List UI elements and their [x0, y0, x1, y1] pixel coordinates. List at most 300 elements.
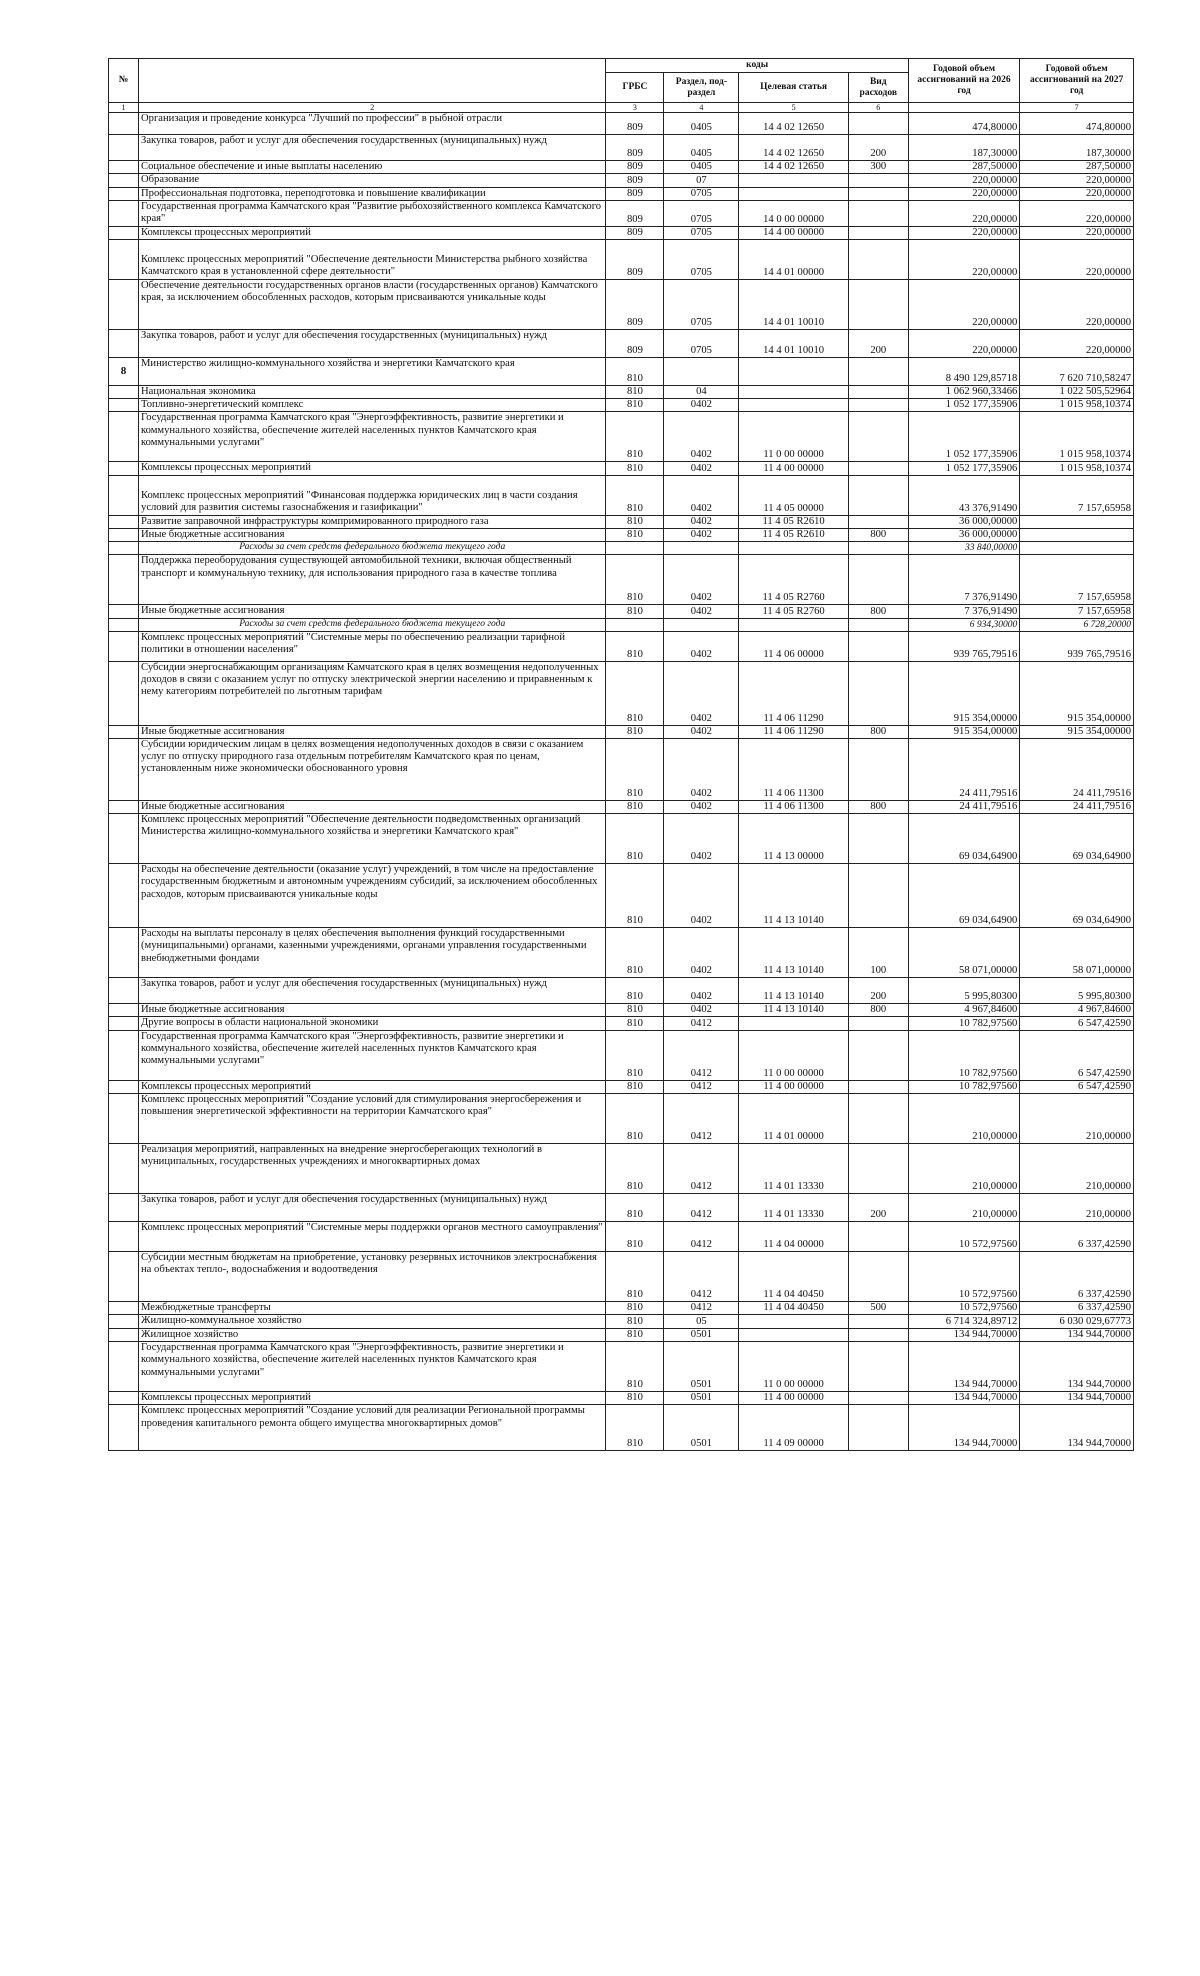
row-number — [109, 226, 139, 239]
row-celevaya — [739, 1017, 848, 1030]
row-amount-2026: 1 052 177,35906 — [908, 412, 1020, 462]
row-name: Комплекс процессных мероприятий "Системные меры по обеспечению реализации тарифной политики в отношении населения" — [139, 631, 606, 661]
row-celevaya — [739, 618, 848, 631]
row-amount-2027: 7 157,65958 — [1020, 555, 1134, 605]
row-number — [109, 412, 139, 462]
row-celevaya: 11 4 05 00000 — [739, 475, 848, 515]
row-amount-2027: 6 030 029,67773 — [1020, 1315, 1134, 1328]
row-name: Национальная экономика — [139, 385, 606, 398]
row-grbs: 810 — [606, 1391, 664, 1404]
table-row — [109, 329, 1134, 357]
row-razdel: 05 — [664, 1315, 739, 1328]
row-name: Поддержка переоборудования существующей автомобильной техники, включая общественный транспорт и коммунальную технику, для использования природного газа в качестве топлива — [139, 555, 606, 605]
row-celevaya: 11 0 00 00000 — [739, 1341, 848, 1391]
budget-table — [108, 58, 1134, 1451]
row-razdel: 0412 — [664, 1222, 739, 1252]
row-amount-2026: 24 411,79516 — [908, 738, 1020, 800]
row-vid — [848, 1222, 908, 1252]
row-amount-2026: 220,00000 — [908, 226, 1020, 239]
row-amount-2026: 7 376,91490 — [908, 555, 1020, 605]
row-amount-2027: 220,00000 — [1020, 240, 1134, 280]
table-row — [109, 515, 1134, 528]
row-razdel: 0405 — [664, 113, 739, 135]
row-vid — [848, 279, 908, 329]
row-vid — [848, 1017, 908, 1030]
row-vid — [848, 475, 908, 515]
row-amount-2026: 58 071,00000 — [908, 928, 1020, 978]
row-vid — [848, 542, 908, 555]
row-razdel: 0405 — [664, 135, 739, 161]
row-amount-2026: 1 052 177,35906 — [908, 399, 1020, 412]
row-amount-2026: 474,80000 — [908, 113, 1020, 135]
row-celevaya: 11 4 06 00000 — [739, 631, 848, 661]
row-grbs: 809 — [606, 113, 664, 135]
row-razdel: 0402 — [664, 475, 739, 515]
row-amount-2027: 69 034,64900 — [1020, 864, 1134, 928]
row-number — [109, 329, 139, 357]
table-row — [109, 357, 1134, 385]
row-number — [109, 528, 139, 541]
row-number — [109, 631, 139, 661]
row-number — [109, 200, 139, 226]
table-row — [109, 135, 1134, 161]
row-grbs: 810 — [606, 1004, 664, 1017]
row-grbs: 810 — [606, 1252, 664, 1302]
row-amount-2026: 43 376,91490 — [908, 475, 1020, 515]
row-name: Закупка товаров, работ и услуг для обеспечения государственных (муниципальных) нужд — [139, 135, 606, 161]
row-amount-2027: 474,80000 — [1020, 113, 1134, 135]
row-amount-2026: 134 944,70000 — [908, 1341, 1020, 1391]
row-number — [109, 187, 139, 200]
row-number — [109, 515, 139, 528]
row-celevaya — [739, 357, 848, 385]
row-amount-2027: 220,00000 — [1020, 226, 1134, 239]
row-amount-2026: 220,00000 — [908, 240, 1020, 280]
row-vid — [848, 412, 908, 462]
row-number — [109, 240, 139, 280]
row-vid — [848, 174, 908, 187]
row-amount-2026: 220,00000 — [908, 174, 1020, 187]
row-celevaya: 11 4 01 00000 — [739, 1094, 848, 1144]
row-number — [109, 279, 139, 329]
row-name: Комплекс процессных мероприятий "Создание условий для реализации Региональной программы проведения капитального ремонта общего имущества многоквартирных домов" — [139, 1405, 606, 1451]
row-number — [109, 1341, 139, 1391]
row-number — [109, 978, 139, 1004]
table-row — [109, 113, 1134, 135]
header-year-2027: Годовой объем ассигнований на 2027 год — [1020, 59, 1134, 103]
row-vid — [848, 1315, 908, 1328]
row-amount-2026: 220,00000 — [908, 279, 1020, 329]
row-razdel: 0405 — [664, 161, 739, 174]
row-name: Иные бюджетные ассигнования — [139, 528, 606, 541]
header-codes: коды — [606, 59, 908, 73]
row-celevaya: 11 4 04 00000 — [739, 1222, 848, 1252]
table-row — [109, 187, 1134, 200]
row-number — [109, 618, 139, 631]
row-celevaya: 11 4 01 13330 — [739, 1194, 848, 1222]
row-celevaya — [739, 1328, 848, 1341]
table-body — [109, 113, 1134, 1451]
table-row — [109, 475, 1134, 515]
row-vid: 200 — [848, 135, 908, 161]
header-index-2: 2 — [139, 103, 606, 113]
row-amount-2026: 220,00000 — [908, 200, 1020, 226]
row-number — [109, 1004, 139, 1017]
row-vid: 300 — [848, 161, 908, 174]
row-razdel: 0501 — [664, 1341, 739, 1391]
table-row-note — [109, 542, 1134, 555]
header-index-6: 6 — [848, 103, 908, 113]
table-row — [109, 631, 1134, 661]
row-vid — [848, 555, 908, 605]
row-razdel: 0501 — [664, 1328, 739, 1341]
row-vid — [848, 661, 908, 725]
row-amount-2026: 220,00000 — [908, 329, 1020, 357]
row-celevaya: 11 4 00 00000 — [739, 462, 848, 475]
row-razdel — [664, 357, 739, 385]
row-celevaya: 11 4 04 40450 — [739, 1252, 848, 1302]
row-vid — [848, 200, 908, 226]
row-amount-2027: 939 765,79516 — [1020, 631, 1134, 661]
row-celevaya — [739, 399, 848, 412]
row-razdel: 0412 — [664, 1080, 739, 1093]
row-amount-2026: 10 782,97560 — [908, 1017, 1020, 1030]
row-grbs: 810 — [606, 1302, 664, 1315]
row-razdel: 0402 — [664, 864, 739, 928]
row-amount-2026: 287,50000 — [908, 161, 1020, 174]
row-name: Жилищное хозяйство — [139, 1328, 606, 1341]
row-name: Топливно-энергетический комплекс — [139, 399, 606, 412]
row-grbs: 810 — [606, 412, 664, 462]
row-razdel: 0402 — [664, 462, 739, 475]
header-celevaya: Целевая статья — [739, 73, 848, 103]
header-vid: Вид расходов — [848, 73, 908, 103]
row-amount-2027: 6 728,20000 — [1020, 618, 1134, 631]
row-amount-2026: 187,30000 — [908, 135, 1020, 161]
row-grbs: 810 — [606, 399, 664, 412]
row-razdel: 0412 — [664, 1094, 739, 1144]
header-index-5: 5 — [739, 103, 848, 113]
row-amount-2026: 210,00000 — [908, 1094, 1020, 1144]
row-razdel: 0402 — [664, 605, 739, 618]
row-number — [109, 1391, 139, 1404]
row-amount-2027: 220,00000 — [1020, 187, 1134, 200]
row-amount-2027: 220,00000 — [1020, 329, 1134, 357]
row-amount-2026: 5 995,80300 — [908, 978, 1020, 1004]
row-celevaya: 11 4 05 R2760 — [739, 555, 848, 605]
table-row — [109, 928, 1134, 978]
row-grbs: 810 — [606, 1017, 664, 1030]
row-number — [109, 738, 139, 800]
row-grbs: 809 — [606, 174, 664, 187]
row-amount-2026: 1 062 960,33466 — [908, 385, 1020, 398]
table-row — [109, 1222, 1134, 1252]
row-razdel: 0412 — [664, 1194, 739, 1222]
row-razdel: 0705 — [664, 240, 739, 280]
table-row — [109, 1144, 1134, 1194]
row-amount-2027: 134 944,70000 — [1020, 1328, 1134, 1341]
row-razdel: 0402 — [664, 1004, 739, 1017]
row-vid — [848, 1328, 908, 1341]
row-number — [109, 399, 139, 412]
row-razdel: 07 — [664, 174, 739, 187]
table-row — [109, 661, 1134, 725]
table-row — [109, 240, 1134, 280]
row-number — [109, 725, 139, 738]
table-row — [109, 528, 1134, 541]
row-amount-2027: 220,00000 — [1020, 174, 1134, 187]
row-grbs: 809 — [606, 135, 664, 161]
row-vid — [848, 515, 908, 528]
table-row — [109, 1315, 1134, 1328]
row-razdel: 0412 — [664, 1302, 739, 1315]
row-vid — [848, 1391, 908, 1404]
row-razdel: 0412 — [664, 1030, 739, 1080]
row-amount-2026: 36 000,00000 — [908, 528, 1020, 541]
row-amount-2027 — [1020, 528, 1134, 541]
row-grbs: 809 — [606, 279, 664, 329]
row-name: Государственная программа Камчатского края "Энергоэффективность, развитие энергетики и коммунального хозяйства, обеспечение жителей населенных пунктов Камчатского края коммунальными услугами" — [139, 412, 606, 462]
row-vid: 100 — [848, 928, 908, 978]
row-amount-2027: 7 620 710,58247 — [1020, 357, 1134, 385]
row-grbs: 810 — [606, 1080, 664, 1093]
row-celevaya: 11 4 04 40450 — [739, 1302, 848, 1315]
row-number — [109, 135, 139, 161]
row-grbs: 810 — [606, 1315, 664, 1328]
header-year-2026: Годовой объем ассигнований на 2026 год — [908, 59, 1020, 103]
row-number — [109, 1017, 139, 1030]
row-vid — [848, 1094, 908, 1144]
row-amount-2026: 4 967,84600 — [908, 1004, 1020, 1017]
table-row — [109, 1302, 1134, 1315]
table-row — [109, 605, 1134, 618]
row-name: Закупка товаров, работ и услуг для обеспечения государственных (муниципальных) нужд — [139, 978, 606, 1004]
row-razdel: 0501 — [664, 1391, 739, 1404]
row-razdel: 0402 — [664, 661, 739, 725]
row-celevaya: 11 4 05 R2610 — [739, 515, 848, 528]
row-name: Комплексы процессных мероприятий — [139, 226, 606, 239]
row-razdel: 0705 — [664, 329, 739, 357]
row-amount-2027: 1 015 958,10374 — [1020, 412, 1134, 462]
row-grbs: 810 — [606, 1094, 664, 1144]
row-vid: 800 — [848, 605, 908, 618]
row-name: Межбюджетные трансферты — [139, 1302, 606, 1315]
table-row — [109, 399, 1134, 412]
row-celevaya: 11 4 13 10140 — [739, 928, 848, 978]
row-grbs: 810 — [606, 1030, 664, 1080]
row-grbs: 810 — [606, 1328, 664, 1341]
table-row — [109, 1094, 1134, 1144]
row-celevaya: 11 4 09 00000 — [739, 1405, 848, 1451]
row-razdel: 0402 — [664, 814, 739, 864]
row-name: Государственная программа Камчатского края "Развитие рыбохозяйственного комплекса Камчатского края" — [139, 200, 606, 226]
row-vid — [848, 385, 908, 398]
row-grbs: 810 — [606, 1144, 664, 1194]
table-row — [109, 738, 1134, 800]
row-amount-2027: 220,00000 — [1020, 200, 1134, 226]
row-amount-2027: 7 157,65958 — [1020, 605, 1134, 618]
row-vid — [848, 357, 908, 385]
table-row — [109, 725, 1134, 738]
row-number — [109, 1405, 139, 1451]
header-no: № — [109, 59, 139, 103]
row-name: Жилищно-коммунальное хозяйство — [139, 1315, 606, 1328]
row-amount-2026: 210,00000 — [908, 1144, 1020, 1194]
row-amount-2026: 220,00000 — [908, 187, 1020, 200]
row-vid — [848, 814, 908, 864]
row-grbs: 809 — [606, 226, 664, 239]
row-number — [109, 1252, 139, 1302]
row-amount-2027: 24 411,79516 — [1020, 738, 1134, 800]
row-name: Комплекс процессных мероприятий "Создание условий для стимулирования энергосбережения и повышения энергетической эффективности на территории Камчатского края" — [139, 1094, 606, 1144]
row-razdel: 0402 — [664, 528, 739, 541]
header-razdel: Раздел, под-раздел — [664, 73, 739, 103]
row-celevaya: 14 4 02 12650 — [739, 161, 848, 174]
row-amount-2027: 6 547,42590 — [1020, 1030, 1134, 1080]
row-amount-2026: 210,00000 — [908, 1194, 1020, 1222]
row-number — [109, 113, 139, 135]
row-amount-2027: 69 034,64900 — [1020, 814, 1134, 864]
row-vid — [848, 618, 908, 631]
header-index-3: 3 — [606, 103, 664, 113]
row-amount-2027: 210,00000 — [1020, 1144, 1134, 1194]
table-row — [109, 814, 1134, 864]
row-name: Организация и проведение конкурса "Лучший по профессии" в рыбной отрасли — [139, 113, 606, 135]
row-amount-2026: 10 782,97560 — [908, 1030, 1020, 1080]
row-amount-2027 — [1020, 542, 1134, 555]
row-amount-2027: 6 547,42590 — [1020, 1080, 1134, 1093]
row-amount-2026: 134 944,70000 — [908, 1391, 1020, 1404]
row-vid — [848, 1080, 908, 1093]
row-razdel: 0402 — [664, 399, 739, 412]
table-row — [109, 174, 1134, 187]
table-row — [109, 1004, 1134, 1017]
row-grbs: 810 — [606, 1405, 664, 1451]
row-number — [109, 1315, 139, 1328]
row-celevaya: 11 4 00 00000 — [739, 1391, 848, 1404]
row-name: Иные бюджетные ассигнования — [139, 1004, 606, 1017]
row-amount-2027: 6 547,42590 — [1020, 1017, 1134, 1030]
row-amount-2027: 220,00000 — [1020, 279, 1134, 329]
table-row — [109, 555, 1134, 605]
row-grbs: 810 — [606, 462, 664, 475]
row-vid: 200 — [848, 978, 908, 1004]
row-name: Закупка товаров, работ и услуг для обеспечения государственных (муниципальных) нужд — [139, 329, 606, 357]
row-amount-2026: 24 411,79516 — [908, 800, 1020, 813]
row-vid — [848, 864, 908, 928]
row-grbs — [606, 542, 664, 555]
row-name: Комплекс процессных мероприятий "Обеспечение деятельности Министерства рыбного хозяйства Камчатского края в установленной сфере деятельности" — [139, 240, 606, 280]
row-celevaya — [739, 542, 848, 555]
row-celevaya: 11 4 13 10140 — [739, 978, 848, 1004]
table-row — [109, 412, 1134, 462]
row-name: Другие вопросы в области национальной экономики — [139, 1017, 606, 1030]
row-razdel: 0402 — [664, 800, 739, 813]
row-name: Реализация мероприятий, направленных на внедрение энергосберегающих технологий в муниципальных, государственных учреждениях и многоквартирных домах — [139, 1144, 606, 1194]
row-amount-2026: 69 034,64900 — [908, 814, 1020, 864]
row-amount-2026: 134 944,70000 — [908, 1328, 1020, 1341]
header-index-4: 4 — [664, 103, 739, 113]
header-grbs: ГРБС — [606, 73, 664, 103]
row-grbs: 810 — [606, 528, 664, 541]
table-row — [109, 385, 1134, 398]
row-razdel: 04 — [664, 385, 739, 398]
row-number — [109, 161, 139, 174]
row-razdel: 0705 — [664, 187, 739, 200]
row-razdel: 0402 — [664, 978, 739, 1004]
row-grbs: 810 — [606, 725, 664, 738]
row-number — [109, 800, 139, 813]
budget-sheet — [108, 58, 1134, 1451]
row-number — [109, 1222, 139, 1252]
row-celevaya: 14 4 01 10010 — [739, 329, 848, 357]
row-amount-2026: 915 354,00000 — [908, 725, 1020, 738]
table-row — [109, 1017, 1134, 1030]
row-amount-2026: 8 490 129,85718 — [908, 357, 1020, 385]
row-celevaya: 14 0 00 00000 — [739, 200, 848, 226]
row-vid — [848, 187, 908, 200]
row-amount-2026: 69 034,64900 — [908, 864, 1020, 928]
row-vid: 200 — [848, 1194, 908, 1222]
row-vid — [848, 1252, 908, 1302]
row-celevaya: 14 4 01 00000 — [739, 240, 848, 280]
row-grbs: 809 — [606, 329, 664, 357]
row-celevaya: 11 4 00 00000 — [739, 1080, 848, 1093]
row-vid — [848, 1341, 908, 1391]
row-grbs: 810 — [606, 800, 664, 813]
row-number — [109, 1080, 139, 1093]
row-vid — [848, 226, 908, 239]
row-razdel — [664, 542, 739, 555]
row-name: Расходы за счет средств федерального бюджета текущего года — [139, 542, 606, 555]
row-name: Субсидии энергоснабжающим организациям Камчатского края в целях возмещения недополученных доходов в связи с оказанием услуг по отпуску электрической энергии населению и приравненным к нему категориям потребителей по льготным тарифам — [139, 661, 606, 725]
row-grbs: 810 — [606, 1222, 664, 1252]
table-row — [109, 800, 1134, 813]
row-grbs: 810 — [606, 661, 664, 725]
row-grbs: 810 — [606, 385, 664, 398]
row-name: Государственная программа Камчатского края "Энергоэффективность, развитие энергетики и коммунального хозяйства, обеспечение жителей населенных пунктов Камчатского края коммунальными услугами" — [139, 1030, 606, 1080]
row-number — [109, 1144, 139, 1194]
row-name: Обеспечение деятельности государственных органов власти (государственных органов) Камчатского края, за исключением обособленных расходов, которым присваиваются уникальные коды — [139, 279, 606, 329]
row-grbs: 809 — [606, 161, 664, 174]
table-row — [109, 226, 1134, 239]
row-grbs: 810 — [606, 555, 664, 605]
row-amount-2027: 287,50000 — [1020, 161, 1134, 174]
row-vid — [848, 399, 908, 412]
row-amount-2027: 134 944,70000 — [1020, 1391, 1134, 1404]
row-name: Комплекс процессных мероприятий "Обеспечение деятельности подведомственных организаций Министерства жилищно-коммунального хозяйства и энергетики Камчатского края" — [139, 814, 606, 864]
row-grbs: 809 — [606, 187, 664, 200]
row-amount-2026: 134 944,70000 — [908, 1405, 1020, 1451]
row-number — [109, 462, 139, 475]
row-razdel: 0501 — [664, 1405, 739, 1451]
row-razdel: 0402 — [664, 555, 739, 605]
row-celevaya: 11 4 01 13330 — [739, 1144, 848, 1194]
row-amount-2027: 187,30000 — [1020, 135, 1134, 161]
table-row-note — [109, 618, 1134, 631]
row-amount-2027: 58 071,00000 — [1020, 928, 1134, 978]
row-amount-2027: 5 995,80300 — [1020, 978, 1134, 1004]
row-grbs: 810 — [606, 1341, 664, 1391]
row-celevaya: 11 4 13 00000 — [739, 814, 848, 864]
table-row — [109, 200, 1134, 226]
table-row — [109, 978, 1134, 1004]
row-vid — [848, 462, 908, 475]
row-amount-2027: 210,00000 — [1020, 1194, 1134, 1222]
row-vid — [848, 1405, 908, 1451]
table-row — [109, 279, 1134, 329]
table-row — [109, 1080, 1134, 1093]
